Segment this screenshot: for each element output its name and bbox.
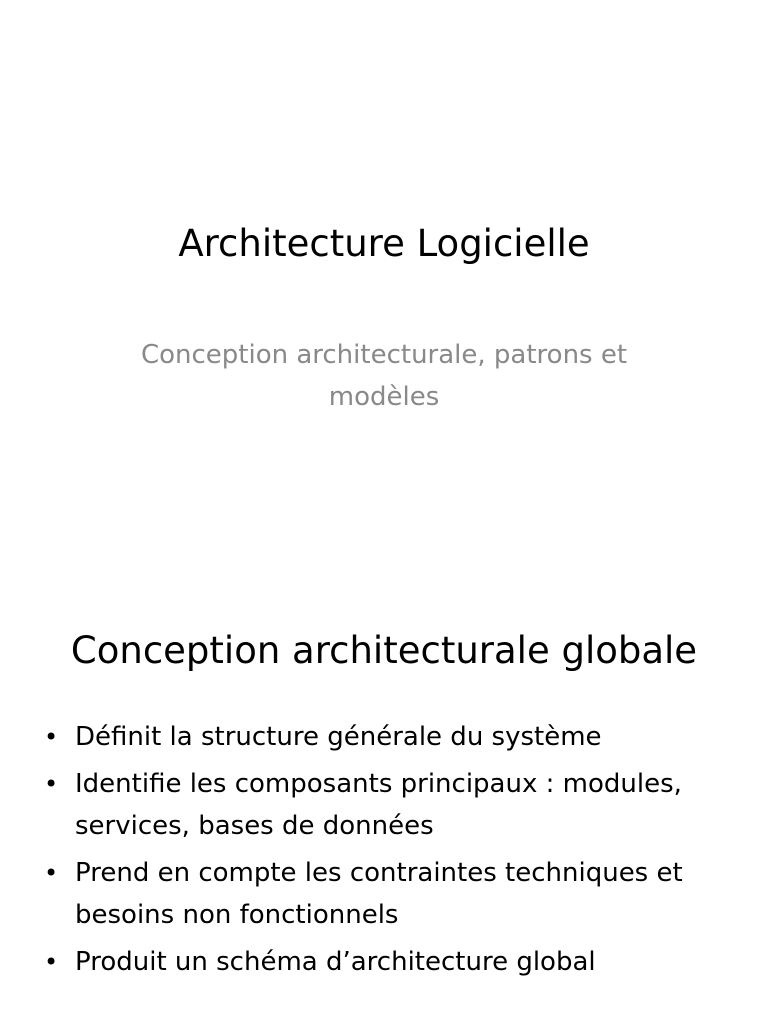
bullet-item [40, 763, 730, 847]
bullet-text: Prend en compte les contraintes techniques et besoins non fonctionnels [75, 858, 683, 930]
bullet-icon: • [44, 770, 59, 798]
presentation-subtitle: Conception architecturale, patrons et modèles [140, 340, 628, 412]
bullet-text: Identifie les composants principaux : modules, services, bases de données [75, 769, 682, 841]
bullet-list [40, 716, 730, 988]
bullet-icon: • [44, 723, 59, 751]
content-slide [0, 576, 768, 1024]
bullet-icon: • [44, 948, 59, 976]
bullet-item [40, 716, 730, 758]
bullet-item [40, 941, 730, 983]
bullet-text: Produit un schéma d’architecture global [75, 947, 596, 977]
slide-heading: Conception architecturale globale [70, 629, 698, 672]
bullet-text: Définit la structure générale du système [75, 722, 602, 752]
bullet-icon: • [44, 859, 59, 887]
bullet-item [40, 852, 730, 936]
presentation-title: Architecture Logicielle [178, 222, 590, 265]
